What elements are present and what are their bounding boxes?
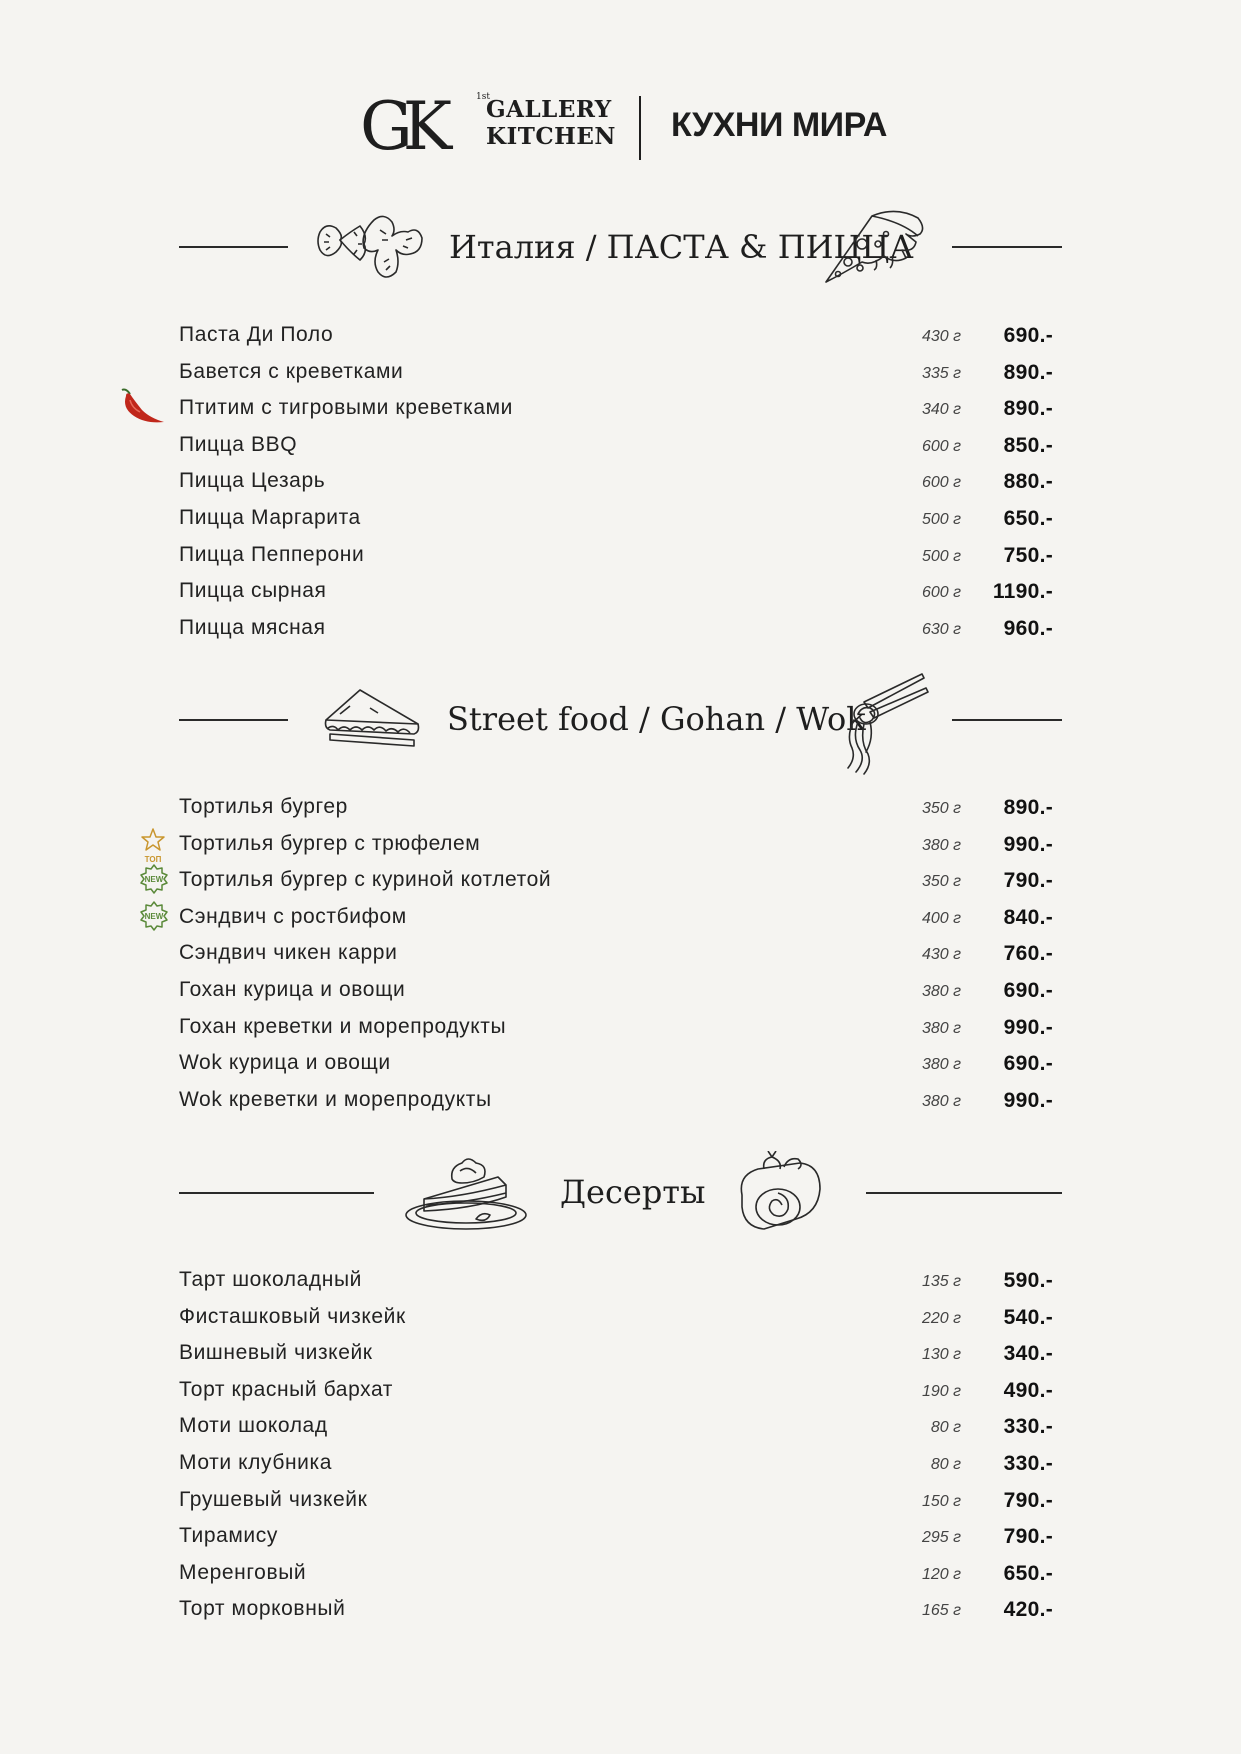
item-weight: 165 г — [921, 1602, 961, 1620]
item-weight: 380 г — [921, 1092, 961, 1110]
item-weight: 350 г — [921, 873, 961, 891]
section-rule-right — [866, 1192, 1062, 1194]
item-name: Торт красный бархат — [179, 1377, 394, 1401]
item-name: Вишневый чизкейк — [179, 1341, 373, 1365]
menu-item-row — [0, 789, 1241, 826]
menu-item-row — [0, 610, 1241, 647]
menu-item-row — [0, 1299, 1241, 1336]
item-name: Тортилья бургер — [179, 795, 348, 818]
page-title: КУХНИ МИРА — [671, 106, 887, 144]
item-name: Гохан курица и овощи — [179, 977, 406, 1001]
item-weight: 130 г — [921, 1346, 961, 1364]
svg-text:ТОП: ТОП — [144, 854, 162, 864]
item-name: Сэндвич с ростбифом — [179, 904, 407, 928]
menu-list-italy — [0, 317, 1241, 646]
svg-text:NEW: NEW — [144, 875, 164, 885]
item-price: 890.- — [1003, 796, 1053, 819]
item-weight: 190 г — [921, 1382, 961, 1400]
item-price: 690.- — [1003, 324, 1053, 347]
chili-icon — [116, 386, 166, 424]
section-rule-left — [179, 719, 288, 721]
section-rule-right — [952, 719, 1062, 721]
farfalle-pasta-icon — [316, 210, 428, 284]
item-weight: 430 г — [921, 946, 961, 964]
item-weight: 350 г — [921, 800, 961, 817]
menu-item-row — [0, 1045, 1241, 1082]
item-price: 330.- — [1003, 1415, 1053, 1439]
item-name: Пицца BBQ — [179, 432, 298, 456]
pie-slice-icon — [402, 1153, 530, 1233]
item-name: Моти клубника — [179, 1450, 333, 1474]
item-weight: 295 г — [921, 1529, 961, 1547]
item-name: Тирамису — [179, 1524, 278, 1548]
item-weight: 340 г — [921, 401, 961, 419]
item-weight: 600 г — [921, 474, 961, 492]
item-name: Бавется с креветками — [179, 359, 404, 383]
item-price: 960.- — [1003, 616, 1053, 640]
item-price: 540.- — [1003, 1305, 1053, 1329]
menu-list-street-food — [0, 789, 1241, 1118]
item-name: Сэндвич чикен карри — [179, 941, 398, 965]
item-name: Пицца Маргарита — [179, 505, 361, 529]
menu-item-row — [0, 826, 1241, 863]
item-weight: 220 г — [921, 1309, 961, 1327]
section-rule-right — [952, 246, 1062, 248]
item-weight: 600 г — [921, 437, 961, 455]
item-name: Тортилья бургер с куриной котлетой — [179, 868, 552, 892]
item-price: 490.- — [1003, 1378, 1053, 1402]
item-weight: 630 г — [921, 620, 961, 638]
item-price: 590.- — [1003, 1269, 1053, 1292]
item-weight: 380 г — [921, 982, 961, 1000]
logo-word-gallery: GALLERY — [486, 96, 612, 123]
item-name: Фисташковый чизкейк — [179, 1304, 406, 1328]
new-badge-icon — [120, 899, 170, 937]
item-price: 760.- — [1003, 942, 1053, 966]
menu-item-row — [0, 1482, 1241, 1519]
item-weight: 380 г — [921, 1019, 961, 1037]
item-name: Грушевый чизкейк — [179, 1487, 368, 1511]
item-price: 890.- — [1003, 397, 1053, 421]
menu-item-row — [0, 537, 1241, 574]
item-name: Торт морковный — [179, 1597, 346, 1621]
item-weight: 600 г — [921, 584, 961, 602]
pizza-slice-icon — [822, 208, 928, 286]
section-rule-left — [179, 1192, 374, 1194]
item-price: 990.- — [1003, 1015, 1053, 1039]
menu-item-row — [0, 1262, 1241, 1299]
item-weight: 380 г — [921, 1056, 961, 1074]
item-price: 880.- — [1003, 470, 1053, 494]
logo-word-kitchen: KITCHEN — [486, 123, 616, 150]
menu-item-row — [0, 1518, 1241, 1555]
header-divider — [639, 96, 641, 160]
section-header-street-food — [0, 664, 1241, 774]
item-name: Паста Ди Поло — [179, 323, 334, 346]
menu-item-row — [0, 935, 1241, 972]
menu-list-desserts — [0, 1262, 1241, 1628]
item-weight: 400 г — [921, 909, 961, 927]
item-weight: 120 г — [921, 1565, 961, 1583]
section-header-desserts — [0, 1137, 1241, 1247]
item-price: 850.- — [1003, 433, 1053, 457]
menu-item-row — [0, 1408, 1241, 1445]
item-weight: 80 г — [930, 1455, 961, 1473]
item-weight: 135 г — [921, 1273, 961, 1290]
item-weight: 150 г — [921, 1492, 961, 1510]
item-weight: 500 г — [921, 547, 961, 565]
logo-superscript: 1st — [476, 92, 490, 102]
menu-item-row — [0, 427, 1241, 464]
item-price: 990.- — [1003, 832, 1053, 856]
item-price: 420.- — [1003, 1598, 1053, 1622]
logo-monogram: GK — [360, 88, 443, 165]
item-weight: 380 г — [921, 836, 961, 854]
item-price: 790.- — [1003, 869, 1053, 893]
section-title: Street food / Gohan / Wok — [447, 700, 866, 738]
item-price: 690.- — [1003, 978, 1053, 1002]
menu-item-row — [0, 390, 1241, 427]
menu-item-row — [0, 1009, 1241, 1046]
item-price: 790.- — [1003, 1488, 1053, 1512]
menu-item-row — [0, 317, 1241, 354]
item-price: 650.- — [1003, 1561, 1053, 1585]
svg-text:NEW: NEW — [144, 911, 164, 921]
item-name: Меренговый — [179, 1560, 307, 1584]
item-price: 750.- — [1003, 543, 1053, 567]
item-price: 840.- — [1003, 905, 1053, 929]
item-price: 690.- — [1003, 1052, 1053, 1076]
item-name: Пицца Пепперони — [179, 542, 365, 566]
menu-item-row — [0, 1372, 1241, 1409]
item-weight: 430 г — [921, 328, 961, 345]
item-name: Wok курица и овощи — [179, 1051, 391, 1075]
item-name: Пицца сырная — [179, 579, 327, 603]
new-badge-icon — [120, 862, 170, 900]
cake-roll-icon — [734, 1151, 824, 1235]
menu-item-row — [0, 1335, 1241, 1372]
item-price: 790.- — [1003, 1525, 1053, 1549]
menu-item-row — [0, 972, 1241, 1009]
menu-item-row — [0, 899, 1241, 936]
item-name: Тарт шоколадный — [179, 1268, 363, 1291]
item-name: Гохан креветки и морепродукты — [179, 1014, 507, 1038]
menu-item-row — [0, 1082, 1241, 1119]
sandwich-icon — [320, 684, 424, 752]
item-price: 330.- — [1003, 1451, 1053, 1475]
item-price: 340.- — [1003, 1342, 1053, 1366]
menu-item-row — [0, 1591, 1241, 1628]
noodles-chopsticks-icon — [834, 672, 930, 776]
menu-item-row — [0, 354, 1241, 391]
page-header — [0, 88, 1241, 172]
item-weight: 500 г — [921, 510, 961, 528]
item-name: Моти шоколад — [179, 1414, 328, 1438]
item-name: Пицца Цезарь — [179, 469, 326, 493]
section-title: Десерты — [560, 1173, 706, 1211]
section-title: Италия / ПАСТА & ПИЦЦА — [449, 228, 914, 266]
item-weight: 80 г — [930, 1419, 961, 1437]
top-star-icon — [120, 826, 170, 864]
menu-item-row — [0, 862, 1241, 899]
item-name: Пицца мясная — [179, 615, 326, 639]
menu-item-row — [0, 573, 1241, 610]
item-price: 890.- — [1003, 360, 1053, 384]
item-weight: 335 г — [921, 364, 961, 382]
item-name: Wok креветки и морепродукты — [179, 1087, 492, 1111]
menu-item-row — [0, 1445, 1241, 1482]
menu-item-row — [0, 463, 1241, 500]
menu-item-row — [0, 1555, 1241, 1592]
item-price: 990.- — [1003, 1088, 1053, 1112]
item-price: 1190.- — [992, 580, 1053, 604]
menu-item-row — [0, 500, 1241, 537]
section-header-italy — [0, 192, 1241, 302]
item-price: 650.- — [1003, 506, 1053, 530]
logo-wordmark — [486, 96, 616, 150]
section-rule-left — [179, 246, 288, 248]
item-name: Птитим с тигровыми креветками — [179, 396, 513, 420]
item-name: Тортилья бургер с трюфелем — [179, 831, 481, 855]
